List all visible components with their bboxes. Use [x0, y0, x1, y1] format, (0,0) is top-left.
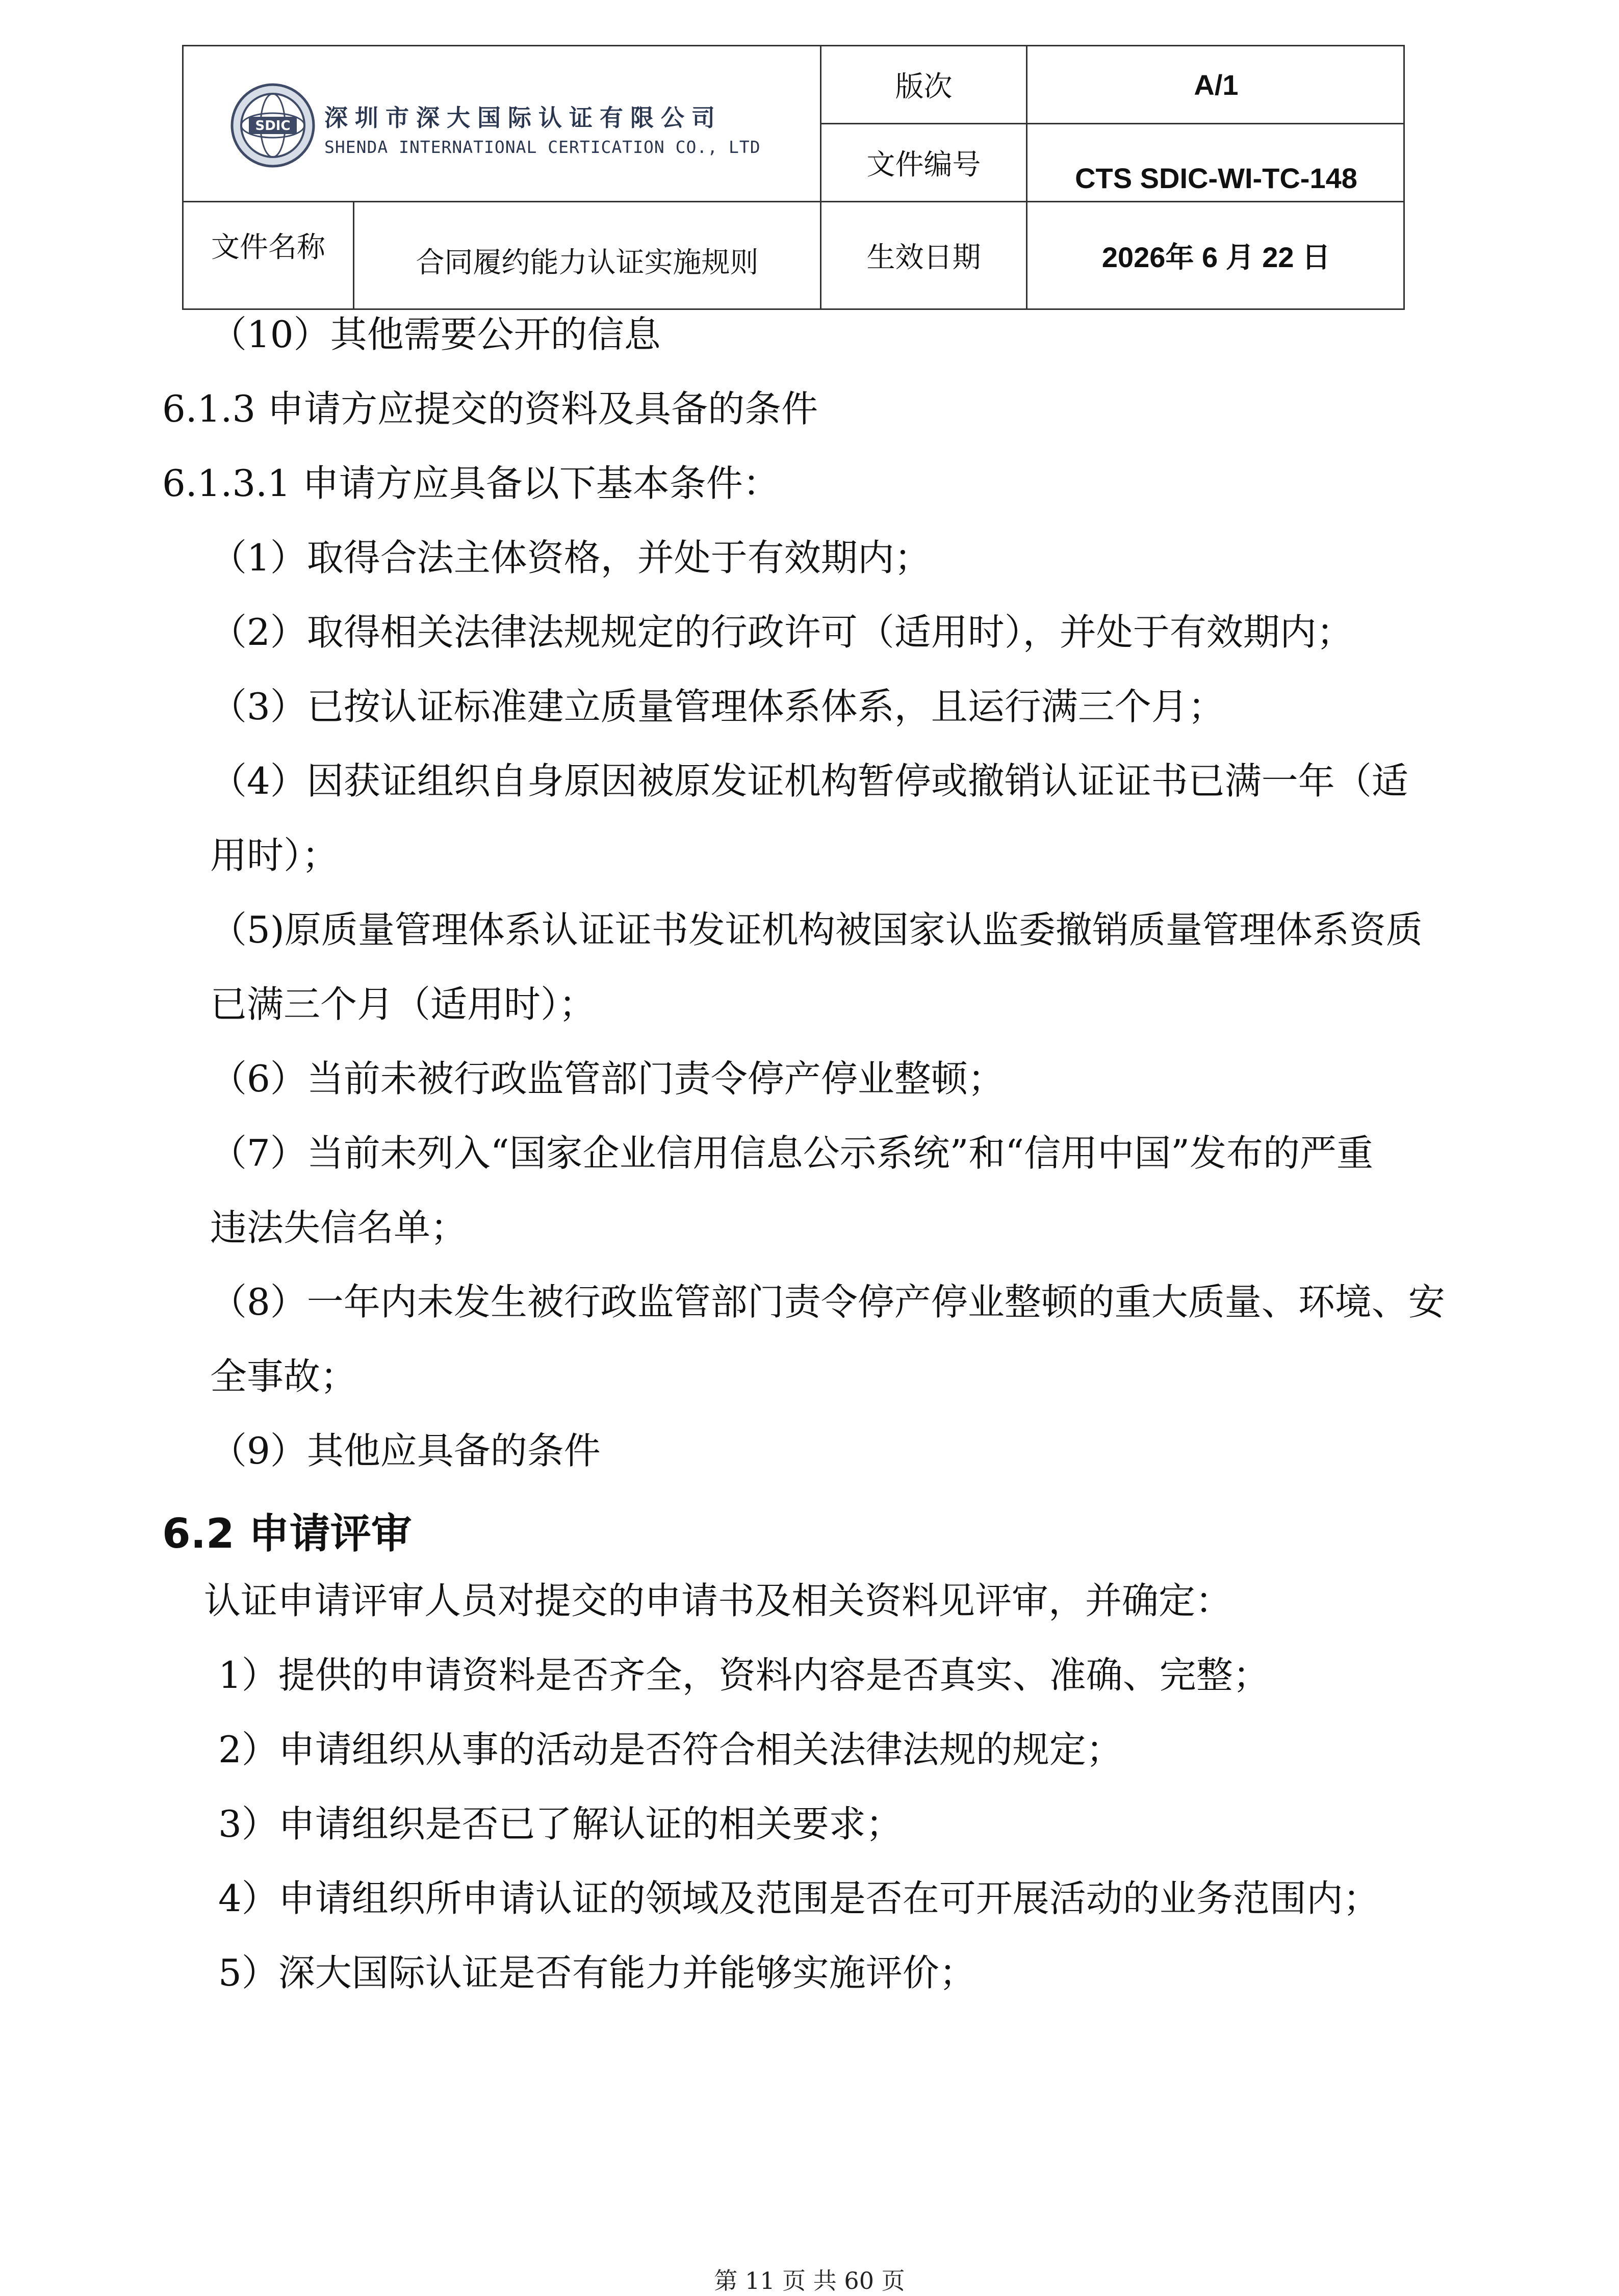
company-name-cn: 深圳市深大国际认证有限公司	[324, 104, 722, 132]
body-line: （3）已按认证标准建立质量管理体系体系，且运行满三个月；	[210, 685, 1225, 728]
company-logo-block	[229, 77, 761, 210]
section-heading: 6.2 申请评审	[162, 1510, 412, 1557]
document-header-table	[182, 45, 1405, 310]
body-line: 用时）；	[210, 834, 339, 877]
body-line: 已满三个月（适用时）；	[210, 983, 596, 1026]
body-line: （9）其他应具备的条件	[210, 1429, 601, 1472]
document-number-value: CTS SDIC-WI-TC-148	[1075, 162, 1357, 194]
review-line: 1）提供的申请资料是否齐全，资料内容是否真实、准确、完整；	[218, 1654, 1270, 1697]
body-line: （8）一年内未发生被行政监管部门责令停产停业整顿的重大质量、环境、安	[210, 1281, 1445, 1323]
body-line: （1）取得合法主体资格，并处于有效期内；	[210, 536, 931, 579]
version-value: A/1	[1194, 68, 1239, 101]
review-line: 5）深大国际认证是否有能力并能够实施评价；	[218, 1951, 976, 1994]
sdic-logo-icon	[229, 82, 316, 169]
body-line: 6.1.3.1 申请方应具备以下基本条件：	[162, 462, 780, 505]
company-name-en: SHENDA INTERNATIONAL CERTICATION CO., LTD	[324, 137, 761, 157]
body-line: （6）当前未被行政监管部门责令停产停业整顿；	[210, 1057, 1005, 1100]
body-line: （5)原质量管理体系认证证书发证机构被国家认监委撤销质量管理体系资质	[210, 908, 1423, 951]
body-line: （10）其他需要公开的信息	[210, 313, 661, 356]
body-line: （7）当前未列入“国家企业信用信息公示系统”和“信用中国”发布的严重	[210, 1132, 1374, 1175]
document-number-label: 文件编号	[866, 148, 981, 181]
body-line: 全事故；	[210, 1355, 357, 1398]
review-line: 2）申请组织从事的活动是否符合相关法律法规的规定；	[218, 1728, 1123, 1771]
effective-date-value: 2026年 6 月 22 日	[1101, 241, 1331, 273]
body-line: （4）因获证组织自身原因被原发证机构暂停或撤销认证证书已满一年（适	[210, 760, 1408, 802]
review-line: 3）申请组织是否已了解认证的相关要求；	[218, 1803, 903, 1845]
version-label: 版次	[895, 70, 953, 103]
body-line: （2）取得相关法律法规规定的行政许可（适用时），并处于有效期内；	[210, 611, 1353, 654]
effective-date-label: 生效日期	[866, 241, 981, 274]
body-line: 6.1.3 申请方应提交的资料及具备的条件	[162, 387, 818, 430]
review-line: 认证申请评审人员对提交的申请书及相关资料见评审，并确定：	[204, 1579, 1232, 1622]
review-line: 4）申请组织所申请认证的领域及范围是否在可开展活动的业务范围内；	[218, 1877, 1380, 1920]
page-number: 第 11 页 共 60 页	[714, 2267, 905, 2294]
logo-text: SDIC	[255, 118, 291, 134]
document-name-value: 合同履约能力认证实施规则	[416, 246, 759, 279]
document-name-label: 文件名称	[211, 231, 325, 264]
body-line: 违法失信名单；	[210, 1206, 468, 1249]
